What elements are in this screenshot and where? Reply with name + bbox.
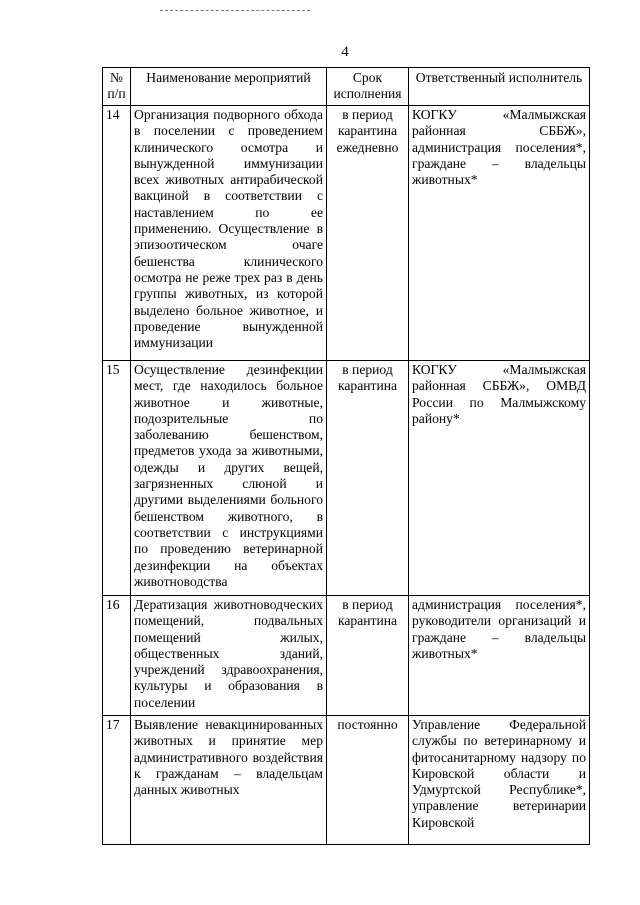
table-header-row <box>103 68 590 106</box>
header-responsible: Ответственный исполнитель <box>409 68 590 106</box>
measures-table <box>102 67 590 845</box>
row-number: 17 <box>103 716 131 845</box>
header-num: № п/п <box>103 68 131 106</box>
table-row <box>103 716 590 845</box>
measure-responsible: КОГКУ «Малмыжская районная СББЖ», ОМВД России по Малмыжскому району* <box>409 361 590 596</box>
row-number: 14 <box>103 106 131 361</box>
page-number: 4 <box>341 44 349 60</box>
row-number: 16 <box>103 596 131 716</box>
table-row <box>103 106 590 361</box>
measure-name: Выявление невакцинированных животных и принятие мер административного воздействия к гражданам – владельцам данных животных <box>131 716 327 845</box>
measure-responsible: Управление Федеральной службы по ветеринарному и фитосанитарному надзору по Кировской области и Удмуртской Республике*, управление ветеринарии Кировской <box>409 716 590 845</box>
measure-term: в период карантина ежедневно <box>327 106 409 361</box>
table-row <box>103 596 590 716</box>
row-number: 15 <box>103 361 131 596</box>
header-term: Срок исполнения <box>327 68 409 106</box>
scan-top-mark <box>160 10 310 11</box>
measure-term: в период карантина <box>327 596 409 716</box>
measure-term: в период карантина <box>327 361 409 596</box>
table-row <box>103 361 590 596</box>
measure-name: Осуществление дезинфекции мест, где находилось больное животное и животные, подозрительные по заболеванию бешенством, предметов ухода за животными, одежды и других вещей, загрязненных слюной и другими выделениями больного бешенством животного, в соответствии с инструкциями по проведению ветеринарной дезинфекции на объектах животноводства <box>131 361 327 596</box>
measure-term: постоянно <box>327 716 409 845</box>
measure-name: Организация подворного обхода в поселении с проведением клинического осмотра и вынужденной иммунизации всех животных антирабической вакциной в соответствии с наставлением по ее применению. Осуществление в эпизоотическом очаге бешенства клинического осмотра не реже трех раз в день группы животных, из которой выделено больное животное, и проведение вынужденной иммунизации <box>131 106 327 361</box>
measure-responsible: КОГКУ «Малмыжская районная СББЖ», администрация поселения*, граждане – владельцы животных* <box>409 106 590 361</box>
measure-name: Дератизация животноводческих помещений, подвальных помещений жилых, общественных зданий, учреждений здравоохранения, культуры и образования в поселении <box>131 596 327 716</box>
header-name: Наименование мероприятий <box>131 68 327 106</box>
measure-responsible: администрация поселения*, руководители организаций и граждане – владельцы животных* <box>409 596 590 716</box>
